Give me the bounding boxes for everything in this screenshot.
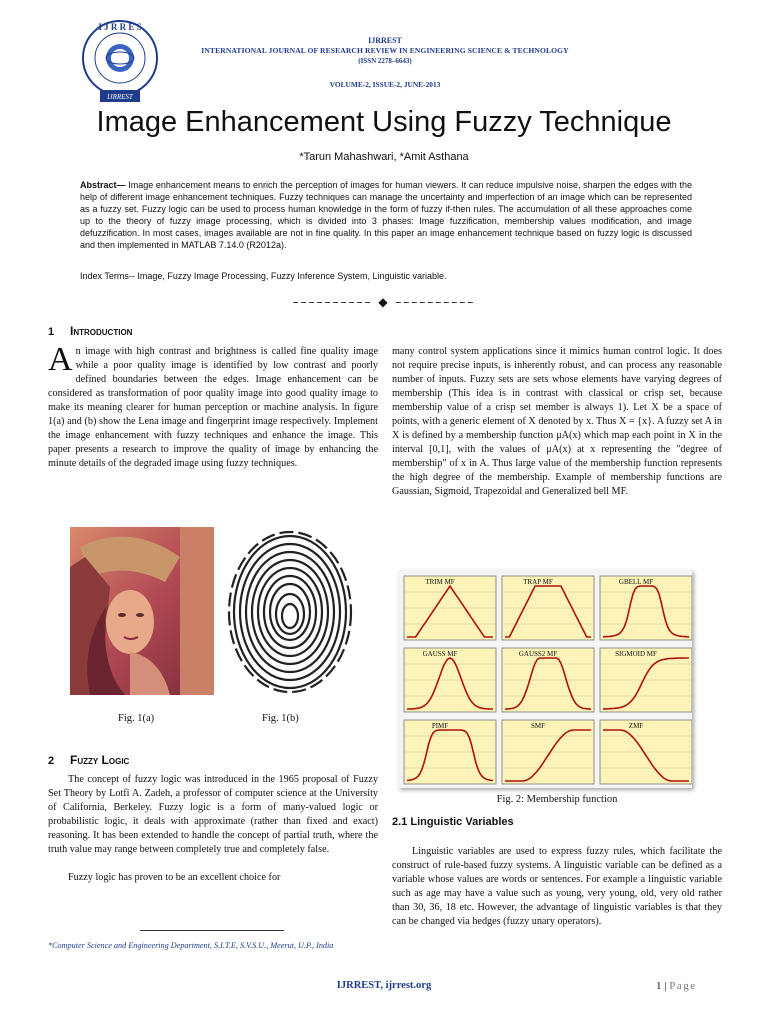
abstract-text: Image enhancement means to enrich the perception of images for human viewers. It can reduce impulsive noise, sharpen the edges with the help of different image enhancement techniques. Fuzzy techniques can manage the uncertainty and imperfection of an image which can be represented as a fuzzy set. Fuzzy logic can be used to process human knowledge in the form of fuzzy if-then rules. The accumulation of all these approaches come up to the theory of fuzzy image processing, which is divided into 3 phases: Image fuzzification, membership values modification, and image defuzzification. In most cases, images available are not in fine quality. In this paper an image enhancement technique based on fuzzy logic is discussed and then implemented in MATLAB 7.14.0 (R2012a).: [80, 180, 692, 250]
mf-panel-label: TRIM MF: [425, 578, 455, 586]
section-2-number: 2: [48, 755, 55, 767]
mf-panel-sigmoid-mf: [600, 648, 692, 712]
footer-journal: IJRREST, ijrrest.org: [336, 980, 432, 991]
abstract-label: Abstract—: [80, 180, 126, 190]
journal-issn: (ISSN 2278–6643): [358, 57, 412, 65]
fig2-caption: Fig. 2: Membership function: [496, 794, 618, 805]
mf-panel-zmf: [600, 720, 692, 784]
fig1b-caption: Fig. 1(b): [262, 713, 299, 724]
mf-panel-trim-mf: [404, 576, 496, 640]
mf-panel-gauss-mf: [404, 648, 496, 712]
section-1-heading: [48, 324, 132, 338]
mf-panel-label: GAUSS MF: [422, 650, 458, 658]
abstract: [80, 180, 692, 251]
paper-authors: *Tarun Mahashwari, *Amit Asthana: [299, 151, 469, 163]
fig1a-caption: Fig. 1(a): [118, 713, 155, 724]
mf-panel-label: GBELL MF: [618, 578, 654, 586]
dropcap: A: [48, 341, 73, 378]
section-1-text: n image with high contrast and brightness is called fine quality image while a poor quality image is identified by low contrast and poorly defined boundaries between the edges. Image enhancement can be considered as transformation of poor quality image into good quality image to make its meaning clearer for human perception or machine analysis. In figure 1(a) and (b) show the Lena image and fingerprint image respectively. Implement the image enhancement with fuzzy techniques and enhance the image. This paper presents a research to improve the quality of image by enhancing the minute details of the degraded image using fuzzy techniques.: [48, 346, 378, 469]
journal-abbrev: IJRREST: [368, 36, 402, 45]
fuzzy-sets-paragraph: many control system applications since it mimics human control logic. It does not require precise inputs, is inherently robust, and can process any reasonable number of inputs. Fuzzy sets are sets whose elements have varying degrees of membership (This idea is in contrast with classical or crisp set, because membership value of a crisp set member is always 1). Let X be a space of points, with a generic element of X denoted by x. Thus X = {x}. A fuzzy set A in X is defined by a membership function μA(x) which map each point in X in the interval [0,1], with the values of μA(x) at x representing the "degree of membership" of x in A. Thus large value of the membership function represents the high degree of the membership. Example of membership functions are Gaussian, Sigmoid, Trapezoidal and Generalized bell MF.: [392, 346, 722, 497]
mf-panel-gbell-mf: [600, 576, 692, 640]
mf-panel-trap-mf: [502, 576, 594, 640]
section-2-para-1: The concept of fuzzy logic was introduced in the 1965 proposal of Fuzzy Set Theory by Lotfi A. Zadeh, a professor of computer science at the University of California, Berkeley. Fuzzy logic is a form of many-valued logic or probabilistic logic, it deals with approximate (rather than fixed and exact) reasoning. It has been extended to handle the concept of partial truth, where the truth value may range between completely true and completely false.: [48, 774, 378, 855]
logo-ring-letters: I J R R E S: [98, 22, 142, 32]
mf-panel-pimf: [404, 720, 496, 784]
paper-title: Image Enhancement Using Fuzzy Technique: [96, 106, 672, 138]
page-separator: |: [661, 980, 670, 992]
section-1-number: 1: [48, 326, 55, 338]
journal-volume: VOLUME-2, ISSUE-2, JUNE-2013: [329, 80, 441, 89]
footnote: *Computer Science and Engineering Department, S.I.T.E, S.V.S.U., Meerut, U.P., India: [48, 941, 334, 950]
logo-text: IJRREST: [107, 93, 133, 101]
mf-panel-label: PIMF: [431, 722, 449, 730]
footer-page: [656, 980, 697, 992]
section-2-1-heading: 2.1 Linguistic Variables: [392, 816, 514, 828]
mf-panel-label: SMF: [530, 722, 546, 730]
fingerprint-image: [224, 530, 356, 696]
mf-panel-gauss2-mf: [502, 648, 594, 712]
mf-panel-label: GAUSS2 MF: [518, 650, 558, 658]
journal-full-title: INTERNATIONAL JOURNAL OF RESEARCH REVIEW IN ENGINEERING SCIENCE & TECHNOLOGY: [201, 46, 569, 55]
membership-function-grid: [398, 570, 692, 788]
section-2-1-body: Linguistic variables are used to express fuzzy rules, which facilitate the construct of rule-based fuzzy systems. A linguistic variable can be defined as a variable whose values are words or sentences. For example a linguistic variable such as age may have a value such as young, very young, old, very old rather than 30, 36, 18 etc. However, the advantage of linguistic variables is that they can be changed via hedges (fuzzy unary operators).: [392, 846, 722, 927]
section-2-para-2: Fuzzy logic has proven to be an excellent choice for: [68, 872, 281, 883]
section-1-title: Introduction: [70, 324, 133, 338]
mf-panel-label: ZMF: [628, 722, 644, 730]
index-terms: Index Terms-- Image, Fuzzy Image Processing, Fuzzy Inference System, Linguistic variable.: [80, 271, 447, 281]
section-divider: –––––––––– ◆ ––––––––––: [292, 295, 476, 309]
mf-panel-label: SIGMOID MF: [615, 650, 657, 658]
section-2-body: [48, 773, 378, 885]
page-number: 1: [656, 980, 662, 992]
lena-image: [70, 527, 214, 695]
section-1-body: [48, 341, 378, 471]
mf-panel-label: TRAP MF: [523, 578, 553, 586]
mf-panel-smf: [502, 720, 594, 784]
page-label: Page: [669, 980, 697, 992]
section-2-title: Fuzzy Logic: [70, 753, 130, 767]
footnote-rule: [140, 930, 284, 931]
section-2-heading: [48, 753, 129, 767]
journal-logo-icon: [80, 18, 160, 106]
